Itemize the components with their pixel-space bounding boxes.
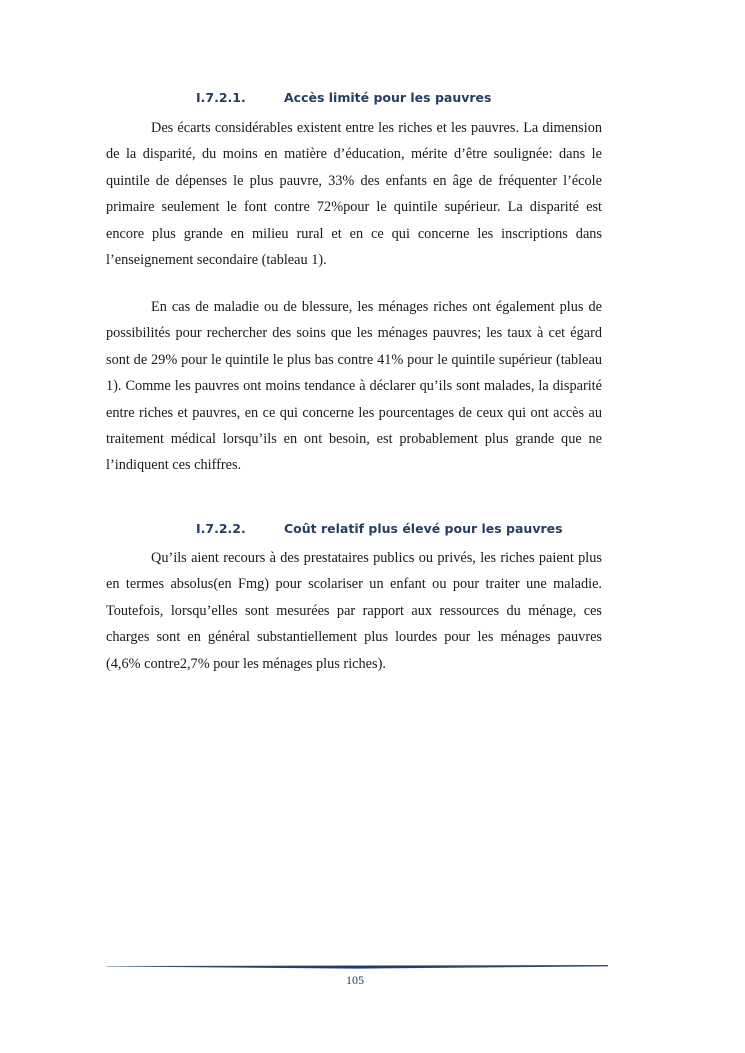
footer-divider bbox=[106, 964, 608, 969]
section-number: I.7.2.2. bbox=[196, 521, 246, 536]
paragraph: En cas de maladie ou de blessure, les ménages riches ont également plus de possibilités pour rechercher des soins que les ménages pauvres; les taux à cet égard sont de 29% pour le quintile le plus bas contre 41% pour le quintile supérieur (tableau 1). Comme les pauvres ont moins tendance à déclarer qu’ils sont malades, la disparité entre riches et pauvres, en ce qui concerne les pourcentages de ceux qui ont accès au traitement médical lorsqu’ils en ont besoin, est probablement plus grande que ne l’indiquent ces chiffres. bbox=[106, 299, 602, 474]
paragraph: Qu’ils aient recours à des prestataires publics ou privés, les riches paient plus en termes absolus(en Fmg) pour scolariser un enfant ou pour traiter une maladie. Toutefois, lorsqu’elles sont mesurées par rapport aux ressources du ménage, ces charges sont en général substantiellement plus lourdes pour les ménages pauvres (4,6% contre2,7% pour les ménages plus riches). bbox=[106, 550, 602, 672]
section-title: Accès limité pour les pauvres bbox=[284, 90, 492, 105]
paragraph: Des écarts considérables existent entre les riches et les pauvres. La dimension de la disparité, du moins en matière d’éducation, mérite d’être soulignée: dans le quintile de dépenses le plus pauvre, 33% des enfants en âge de fréquenter l’école primaire seulement le font contre 72%pour le quintile supérieur. La disparité est encore plus grande en milieu rural et en ce qui concerne les inscriptions dans l’enseignement secondaire (tableau 1). bbox=[106, 120, 602, 269]
section-number: I.7.2.1. bbox=[196, 90, 246, 105]
section-heading-1 bbox=[196, 90, 491, 105]
section-heading-2 bbox=[196, 521, 563, 536]
page-number: 105 bbox=[346, 973, 364, 987]
section-title: Coût relatif plus élevé pour les pauvres bbox=[284, 521, 563, 536]
